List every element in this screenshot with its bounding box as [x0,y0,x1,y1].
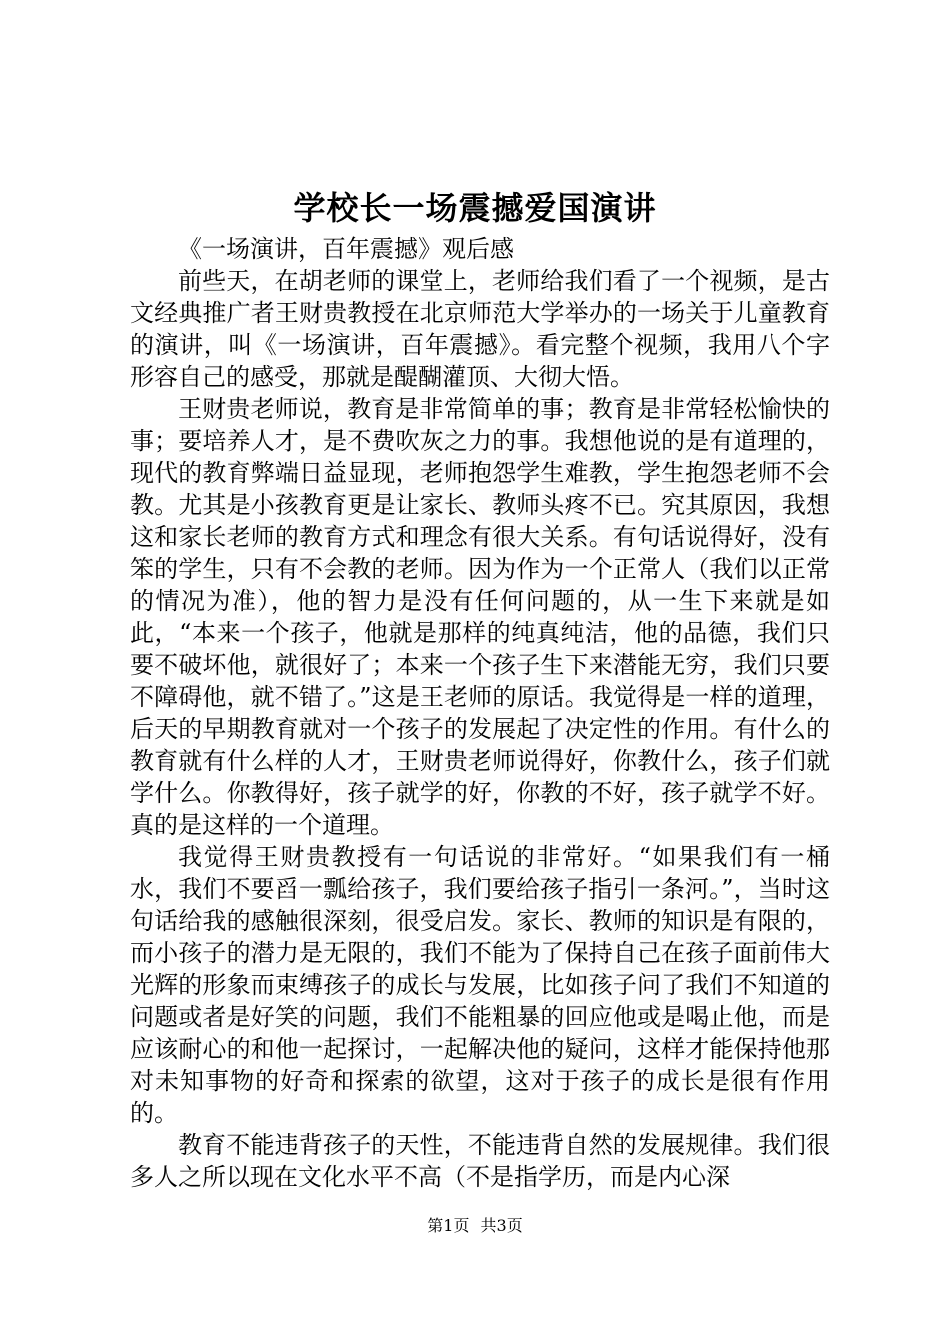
paragraph: 王财贵老师说，教育是非常简单的事；教育是非常轻松愉快的事；要培养人才，是不费吹灰之力的事。我想他说的是有道理的，现代的教育弊端日益显现，老师抱怨学生难教，学生抱怨老师不会教。尤其是小孩教育更是让家长、教师头疼不已。究其原因，我想这和家长老师的教育方式和理念有很大关系。有句话说得好，没有笨的学生，只有不会教的老师。因为作为一个正常人（我们以正常的情况为准），他的智力是没有任何问题的，从一生下来就是如此，“本来一个孩子，他就是那样的纯真纯洁，他的品德，我们只要不破坏他，就很好了；本来一个孩子生下来潜能无穷，我们只要不障碍他，就不错了。”这是王老师的原话。我觉得是一样的道理，后天的早期教育就对一个孩子的发展起了决定性的作用。有什么的教育就有什么样的人才，王财贵老师说得好，你教什么，孩子们就学什么。你教得好，孩子就学的好，你教的不好，孩子就学不好。真的是这样的一个道理。 [130,395,830,839]
page-number: 第1页 [427,1216,470,1235]
paragraph: 我觉得王财贵教授有一句话说的非常好。“如果我们有一桶水，我们不要舀一瓢给孩子，我们要给孩子指引一条河。”，当时这句话给我的感触很深刻，很受启发。家长、教师的知识是有限的，而小孩子的潜力是无限的，我们不能为了保持自己在孩子面前伟大光辉的形象而束缚孩子的成长与发展，比如孩子问了我们不知道的问题或者是好笑的问题，我们不能粗暴的回应他或是喝止他，而是应该耐心的和他一起探讨，一起解决他的疑问，这样才能保持他那对未知事物的好奇和探索的欲望，这对于孩子的成长是很有作用的。 [130,843,830,1127]
paragraph: 前些天，在胡老师的课堂上，老师给我们看了一个视频，是古文经典推广者王财贵教授在北京师范大学举办的一场关于儿童教育的演讲，叫《一场演讲，百年震撼》。看完整个视频，我用八个字形容自己的感受，那就是醍醐灌顶、大彻大悟。 [130,267,830,391]
page-footer [0,1214,950,1238]
document-title: 学校长一场震撼爱国演讲 [293,189,657,227]
paragraph-subtitle: 《一场演讲，百年震撼》观后感 [178,235,514,263]
paragraph: 教育不能违背孩子的天性，不能违背自然的发展规律。我们很多人之所以现在文化水平不高（不是指学历，而是内心深 [130,1131,830,1191]
page-total: 共3页 [480,1216,523,1235]
document-body [130,233,830,1193]
